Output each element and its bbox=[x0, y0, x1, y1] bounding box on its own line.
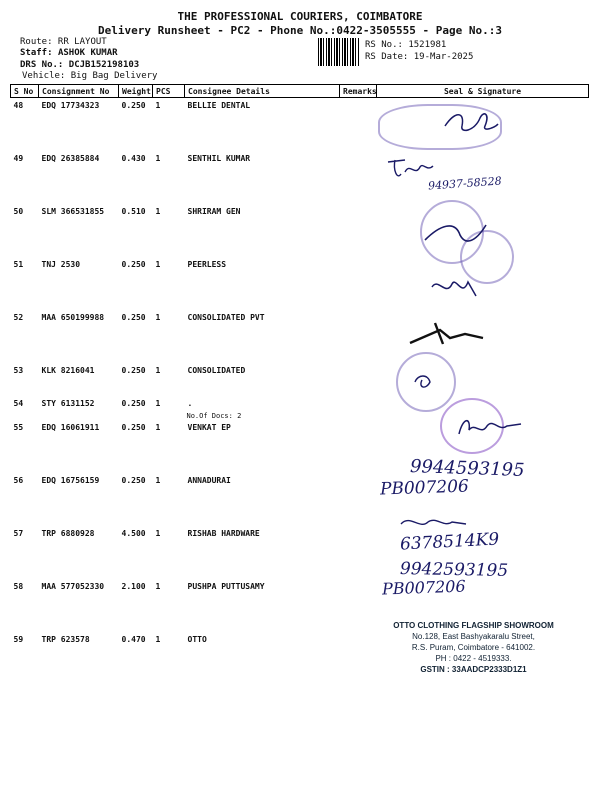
handwritten-code: 6378514K9 bbox=[399, 529, 500, 555]
pcs-cell: 1 bbox=[155, 154, 161, 163]
signature-mark bbox=[420, 215, 490, 250]
company-title: THE PROFESSIONAL COURIERS, COIMBATORE bbox=[177, 10, 423, 23]
sno-cell: 53 bbox=[13, 366, 24, 375]
pcs-cell: 1 bbox=[155, 529, 161, 538]
sno-cell: 50 bbox=[13, 207, 24, 216]
staff-line bbox=[20, 48, 118, 58]
runsheet-table bbox=[10, 84, 589, 685]
consignee-cell: BELLIE DENTAL bbox=[187, 101, 251, 110]
consignment-cell: MAA 577052330 bbox=[41, 582, 105, 591]
handwritten-phone: 9944593195 bbox=[409, 456, 525, 481]
otto-stamp-line: GSTIN : 33AADCP2333D1Z1 bbox=[420, 665, 527, 674]
consignment-cell: TRP 6880928 bbox=[41, 529, 95, 538]
drs-line bbox=[20, 60, 139, 70]
otto-stamp-line: R.S. Puram, Coimbatore - 641002. bbox=[411, 643, 536, 652]
col-header-weight: Weight bbox=[119, 85, 153, 98]
pcs-cell: 1 bbox=[155, 260, 161, 269]
signature-mark bbox=[428, 272, 488, 302]
sno-cell: 58 bbox=[13, 582, 24, 591]
consignment-cell: TNJ 2530 bbox=[41, 260, 81, 269]
pcs-cell: 1 bbox=[155, 101, 161, 110]
otto-stamp bbox=[386, 620, 561, 675]
consignee-cell: SHRIRAM GEN bbox=[187, 207, 241, 216]
sno-cell: 59 bbox=[13, 635, 24, 644]
weight-cell: 0.250 bbox=[121, 366, 146, 375]
col-header-pcs: PCS bbox=[153, 85, 185, 98]
sno-cell: 49 bbox=[13, 154, 24, 163]
pcs-cell: 1 bbox=[155, 582, 161, 591]
weight-cell: 0.250 bbox=[121, 399, 146, 408]
weight-cell: 0.250 bbox=[121, 423, 146, 432]
consignment-cell: EDQ 16756159 bbox=[41, 476, 100, 485]
consignment-cell: MAA 650199988 bbox=[41, 313, 105, 322]
signature-mark bbox=[385, 152, 435, 182]
consignee-cell: CONSOLIDATED bbox=[187, 366, 246, 375]
signature-mark bbox=[412, 372, 436, 392]
handwritten-phone: 94937-58528 bbox=[427, 174, 503, 193]
barcode-image bbox=[318, 38, 360, 66]
staff-label: Staff: bbox=[20, 48, 53, 58]
col-header-consignee: Consignee Details bbox=[185, 85, 340, 98]
signature-mark bbox=[455, 412, 525, 442]
pcs-cell: 1 bbox=[155, 423, 161, 432]
sno-cell: 56 bbox=[13, 476, 24, 485]
sno-cell: 54 bbox=[13, 399, 24, 408]
rs-number: RS No.: 1521981 bbox=[365, 40, 447, 50]
vehicle-text: Vehicle: Big Bag Delivery bbox=[22, 71, 158, 81]
col-header-remarks: Remarks bbox=[340, 85, 377, 98]
consignee-cell: CONSOLIDATED PVT bbox=[187, 313, 265, 322]
consignment-cell: STY 6131152 bbox=[41, 399, 95, 408]
pcs-cell: 1 bbox=[155, 635, 161, 644]
consignee-cell: RISHAB HARDWARE bbox=[187, 529, 260, 538]
pcs-cell: 1 bbox=[155, 207, 161, 216]
drs-label: DRS No.: bbox=[20, 60, 64, 70]
weight-cell: 2.100 bbox=[121, 582, 146, 591]
table-row bbox=[11, 310, 589, 363]
consignee-cell: VENKAT EP bbox=[187, 423, 231, 432]
sno-cell: 48 bbox=[13, 101, 24, 110]
col-header-consignment: Consignment No bbox=[39, 85, 119, 98]
handwritten-phone: 9942593195 bbox=[399, 559, 509, 581]
consignee-cell: PEERLESS bbox=[187, 260, 227, 269]
rs-date: RS Date: 19-Mar-2025 bbox=[365, 52, 474, 62]
runsheet-subtitle: Delivery Runsheet - PC2 - Phone No.:0422-3505555 - Page No.:3 bbox=[98, 24, 502, 37]
pcs-cell: 1 bbox=[155, 366, 161, 375]
col-header-sno: S No bbox=[11, 85, 39, 98]
staff-name: ASHOK KUMAR bbox=[57, 48, 118, 58]
sno-cell: 55 bbox=[13, 423, 24, 432]
col-header-signature: Seal & Signature bbox=[377, 85, 589, 98]
table-row bbox=[11, 473, 589, 526]
weight-cell: 0.510 bbox=[121, 207, 146, 216]
weight-cell: 0.430 bbox=[121, 154, 146, 163]
table-header-row bbox=[11, 85, 589, 98]
route-text: Route: RR LAYOUT bbox=[20, 37, 107, 47]
table-row bbox=[11, 151, 589, 204]
consignment-cell: EDQ 17734323 bbox=[41, 101, 100, 110]
table-row bbox=[11, 363, 589, 396]
weight-cell: 0.250 bbox=[121, 313, 146, 322]
weight-cell: 0.250 bbox=[121, 101, 146, 110]
consignee-text: . bbox=[187, 399, 193, 408]
otto-stamp-line: No.128, East Bashyakaralu Street, bbox=[412, 632, 535, 641]
pcs-cell: 1 bbox=[155, 476, 161, 485]
sno-cell: 57 bbox=[13, 529, 24, 538]
signature-mark bbox=[405, 318, 485, 348]
consignment-cell: SLM 366531855 bbox=[41, 207, 105, 216]
handwritten-code: PB007206 bbox=[379, 476, 470, 500]
weight-cell: 0.250 bbox=[121, 476, 146, 485]
consignment-cell: EDQ 26385884 bbox=[41, 154, 100, 163]
consignee-cell: ANNADURAI bbox=[187, 476, 231, 485]
pcs-cell: 1 bbox=[155, 313, 161, 322]
consignee-cell bbox=[185, 396, 340, 420]
weight-cell: 4.500 bbox=[121, 529, 146, 538]
consignment-cell: EDQ 16061911 bbox=[41, 423, 100, 432]
consignment-cell: KLK 8216041 bbox=[41, 366, 95, 375]
weight-cell: 0.250 bbox=[121, 260, 146, 269]
pcs-cell: 1 bbox=[155, 399, 161, 408]
otto-stamp-line: OTTO CLOTHING FLAGSHIP SHOWROOM bbox=[393, 621, 554, 630]
signature-mark bbox=[440, 106, 500, 136]
signature-mark bbox=[398, 510, 468, 534]
otto-stamp-line: PH : 0422 - 4519333. bbox=[435, 654, 512, 663]
consignee-cell: PUSHPA PUTTUSAMY bbox=[187, 582, 265, 591]
drs-number: DCJB152198103 bbox=[68, 60, 140, 70]
weight-cell: 0.470 bbox=[121, 635, 146, 644]
consignment-cell: TRP 623578 bbox=[41, 635, 90, 644]
docs-count: No.Of Docs: 2 bbox=[186, 412, 242, 420]
consignee-cell: OTTO bbox=[187, 635, 207, 644]
sno-cell: 51 bbox=[13, 260, 24, 269]
handwritten-code: PB007206 bbox=[381, 576, 466, 599]
sno-cell: 52 bbox=[13, 313, 24, 322]
consignee-cell: SENTHIL KUMAR bbox=[187, 154, 251, 163]
